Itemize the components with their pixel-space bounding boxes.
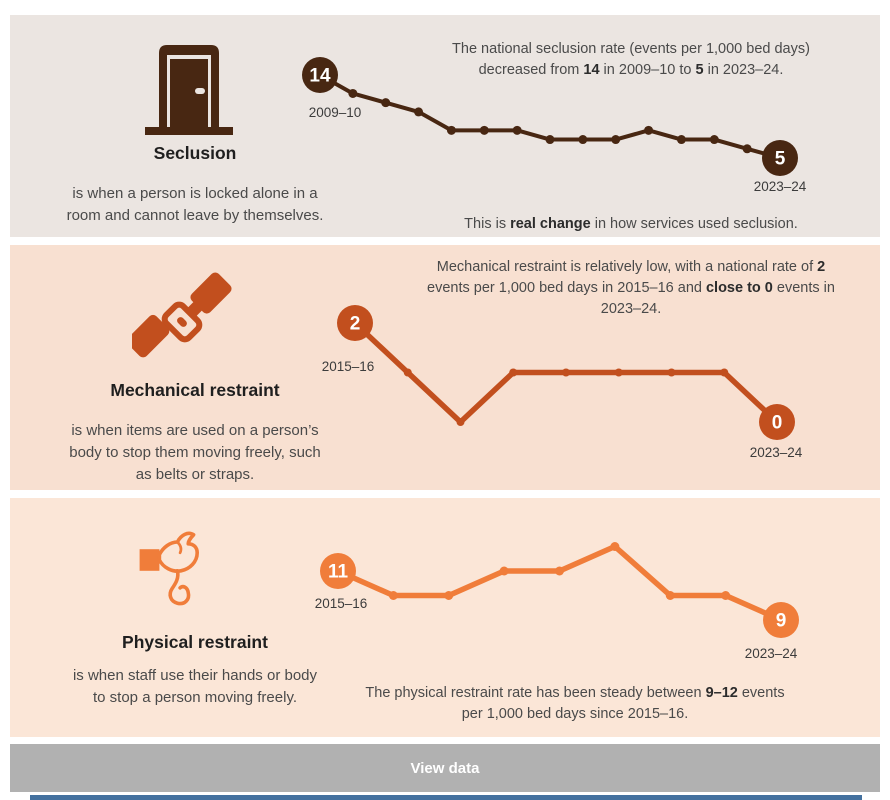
door-icon: [143, 35, 235, 137]
svg-text:2015–16: 2015–16: [314, 596, 368, 611]
view-data-label: View data: [410, 759, 480, 777]
svg-text:2015–16: 2015–16: [321, 359, 375, 374]
svg-text:2: 2: [349, 313, 361, 335]
svg-text:9: 9: [775, 610, 787, 632]
bottom-divider: [30, 795, 862, 800]
svg-text:2023–24: 2023–24: [749, 445, 803, 460]
summary-text: The national seclusion rate (events per 1,000 bed days) decreased from 14 in 2009–10 to 5 in 2023–24.: [452, 41, 810, 78]
panel-title: Physical restraint: [122, 632, 268, 652]
panel-description: is when items are used on a person’s body to stop them moving freely, such as belts or straps.: [69, 422, 321, 483]
panel-description: is when a person is locked alone in a room and cannot leave by themselves.: [66, 185, 324, 224]
svg-text:14: 14: [309, 65, 331, 87]
svg-text:11: 11: [327, 561, 349, 583]
panel-description: is when staff use their hands or body to stop a person moving freely.: [72, 667, 318, 706]
view-data-button[interactable]: [10, 744, 880, 792]
note-text: This is real change in how services used seclusion.: [464, 216, 798, 232]
seclusion-panel: [10, 15, 880, 237]
grasping-hands-icon: [136, 524, 226, 614]
svg-text:5: 5: [774, 148, 786, 170]
note-text: The physical restraint rate has been steady between 9–12 events per 1,000 bed days since 2015–16.: [365, 685, 785, 722]
svg-text:2009–10: 2009–10: [308, 105, 362, 120]
panel-title: Mechanical restraint: [110, 380, 280, 400]
svg-text:2023–24: 2023–24: [744, 646, 798, 661]
panel-title: Seclusion: [153, 143, 237, 163]
svg-text:2023–24: 2023–24: [753, 179, 807, 194]
summary-text: Mechanical restraint is relatively low, with a national rate of 2 events per 1,000 bed days in 2015–16 and close to 0 events in 2023–24.: [427, 259, 835, 317]
svg-text:0: 0: [771, 412, 783, 434]
physical-restraint-panel: [10, 498, 880, 737]
mechanical-restraint-panel: [10, 245, 880, 490]
seatbelt-icon: [132, 272, 232, 372]
